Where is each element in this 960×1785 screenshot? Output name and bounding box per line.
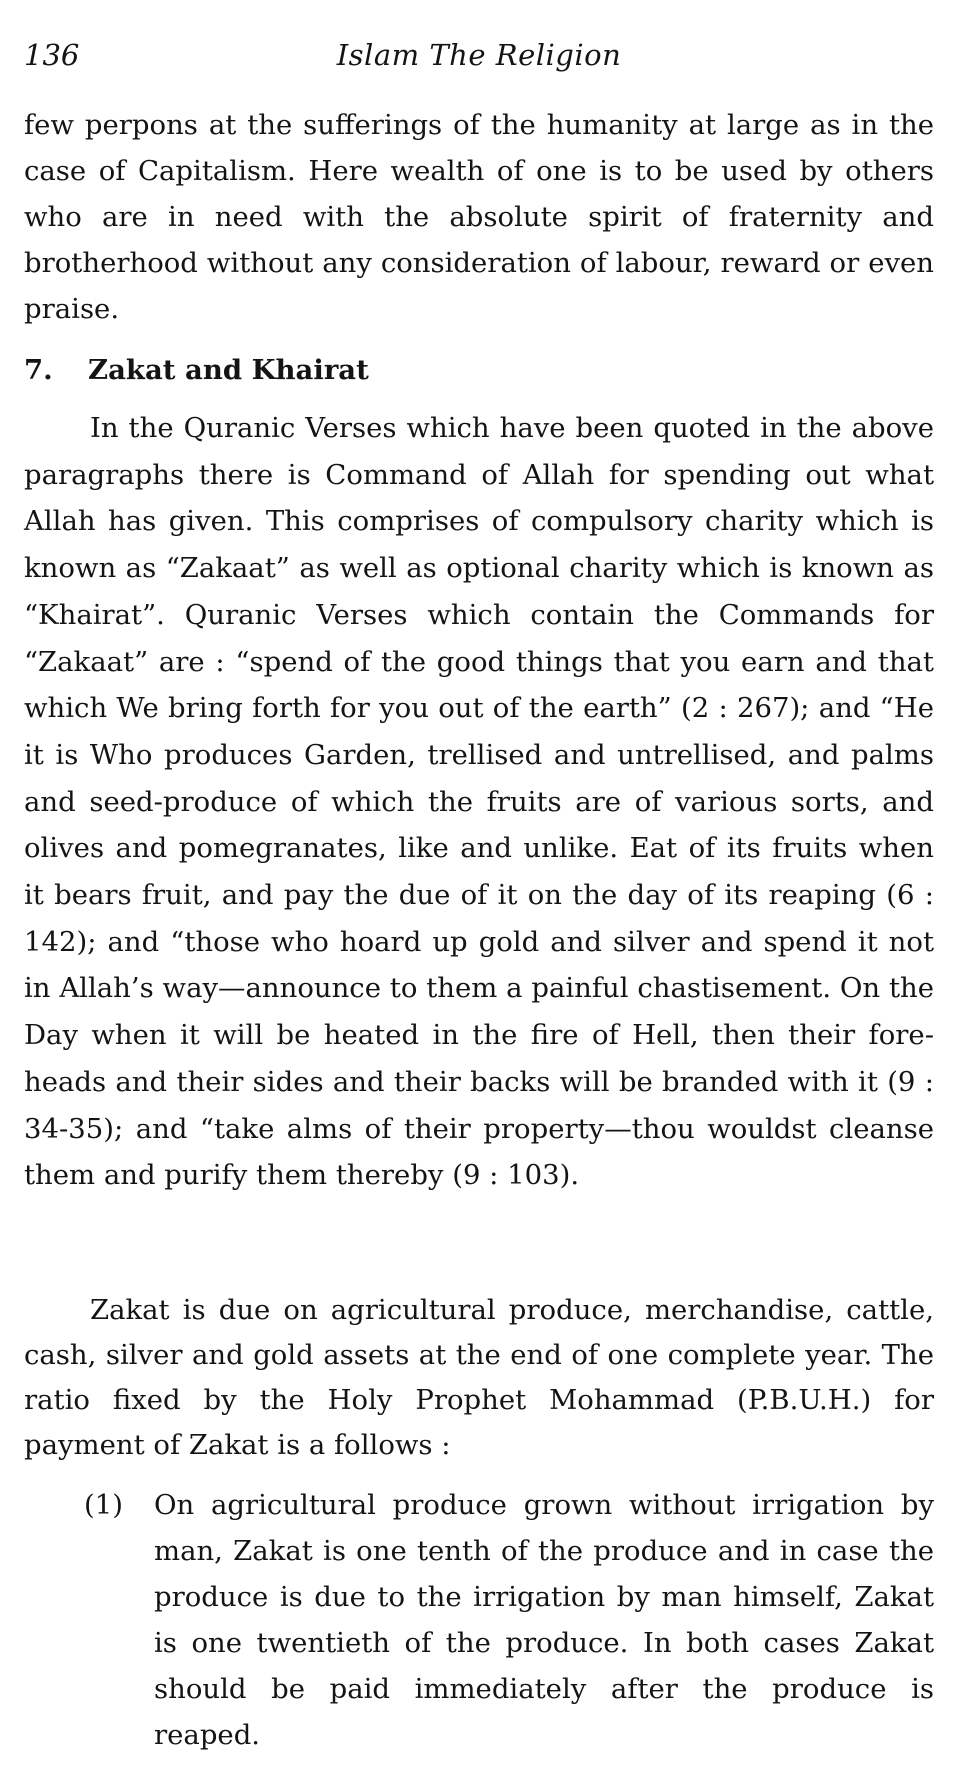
section-number: 7. — [24, 354, 53, 386]
running-head — [24, 38, 934, 78]
running-title: Islam The Religion — [336, 38, 622, 72]
list-item-text: On agricultural produce grown without irrigation by man, Zakat is one tenth of the produce and in case the produce is due to the irrigation by man himself, Zakat is one twentieth of the produce. In both cases Zakat should be paid immediately after the produce is reaped. — [154, 1489, 934, 1751]
list-marker: (1) — [84, 1489, 123, 1521]
page-number: 136 — [24, 38, 80, 72]
section-heading — [24, 354, 369, 386]
paragraph-quranic-verses: In the Quranic Verses which have been quoted in the above paragraphs there is Command of Allah for spending out what Allah has given. This comprises of compulsory charity which is known as “Zakaat” as well as optional charity which is known as “Khairat”. Quranic Verses which contain the Commands for “Zakaat” are : “spend of the good things that you earn and that which We bring forth for you out of the earth” (2 : 267); and “He it is Who produces Garden, trellised and untrellised, and palms and seed-produce of which the fruits are of various sorts, and olives and pomegranates, like and unlike. Eat of its fruits when it bears fruit, and pay the due of it on the day of its reaping (6 : 142); and “those who hoard up gold and silver and spend it not in Allah’s way—announce to them a painful chastisement. On the Day when it will be heated in the fire of Hell, then their fore-heads and their sides and their backs will be branded with it (9 : 34-35); and “take alms of their property—thou wouldst cleanse them and purify them thereby (9 : 103). — [24, 412, 934, 1192]
section-title: Zakat and Khairat — [88, 354, 369, 386]
paragraph-intro: few perpons at the sufferings of the humanity at large as in the case of Capitalism. Here wealth of one is to be used by others who are in need with the absolute spirit of fraternity and brotherhood without any consideration of labour, reward or even praise. — [24, 109, 934, 325]
paragraph-zakat-due: Zakat is due on agricultural produce, merchandise, cattle, cash, silver and gold assets at the end of one complete year. The ratio fixed by the Holy Prophet Mohammad (P.B.U.H.) for payment of Zakat is a follows : — [24, 1294, 934, 1461]
